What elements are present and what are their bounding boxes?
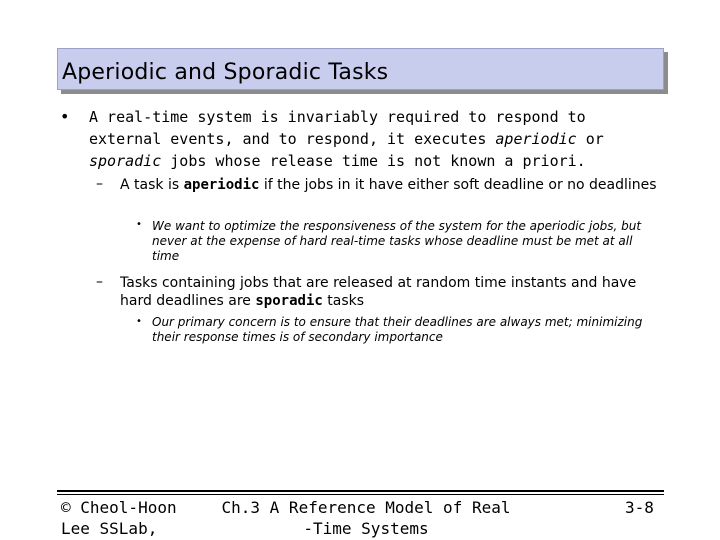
sub-bullet-1-text: A task is aperiodic if the jobs in it have either soft deadline or no deadlines xyxy=(120,177,657,193)
footer-author xyxy=(61,497,177,539)
footer-rule xyxy=(57,490,664,492)
sporadic-emphasis: sporadic xyxy=(89,152,162,170)
footer-chapter-line-2: -Time Systems xyxy=(303,519,429,538)
page-number: 3-8 xyxy=(625,498,654,517)
dash-marker-1: – xyxy=(96,176,103,192)
sub-sub-bullet-2-text: Our primary concern is to ensure that their deadlines are always met; minimizing their response times is of secondary importance xyxy=(152,315,643,344)
small-bullet-marker-2: • xyxy=(136,316,142,327)
slide-title: Aperiodic and Sporadic Tasks xyxy=(62,60,389,85)
footer-rule-thin xyxy=(57,494,664,495)
footer-chapter xyxy=(216,497,516,539)
sporadic-bold: sporadic xyxy=(255,293,323,309)
sub-sub-bullet-1-text: We want to optimize the responsiveness of the system for the aperiodic jobs, but never at the expense of hard real-time tasks whose deadline must be met at all time xyxy=(152,219,642,263)
footer-chapter-line-1: Ch.3 A Reference Model of Real xyxy=(221,498,511,517)
bullet-1-text: A real-time system is invariably required to respond to external events, and to respond, it executes aperiodic or sporadic jobs whose release time is not known a priori. xyxy=(89,108,604,170)
aperiodic-emphasis: aperiodic xyxy=(495,130,577,148)
bullet-marker: • xyxy=(60,107,70,126)
dash-marker-2: – xyxy=(96,274,103,290)
sub-bullet-2-text: Tasks containing jobs that are released at random time instants and have hard deadlines are sporadic tasks xyxy=(120,275,637,309)
aperiodic-bold: aperiodic xyxy=(183,177,260,193)
small-bullet-marker-1: • xyxy=(136,219,142,230)
footer-author-line-1: © Cheol-Hoon xyxy=(61,498,177,517)
footer-author-line-2: Lee SSLab, xyxy=(61,519,158,538)
